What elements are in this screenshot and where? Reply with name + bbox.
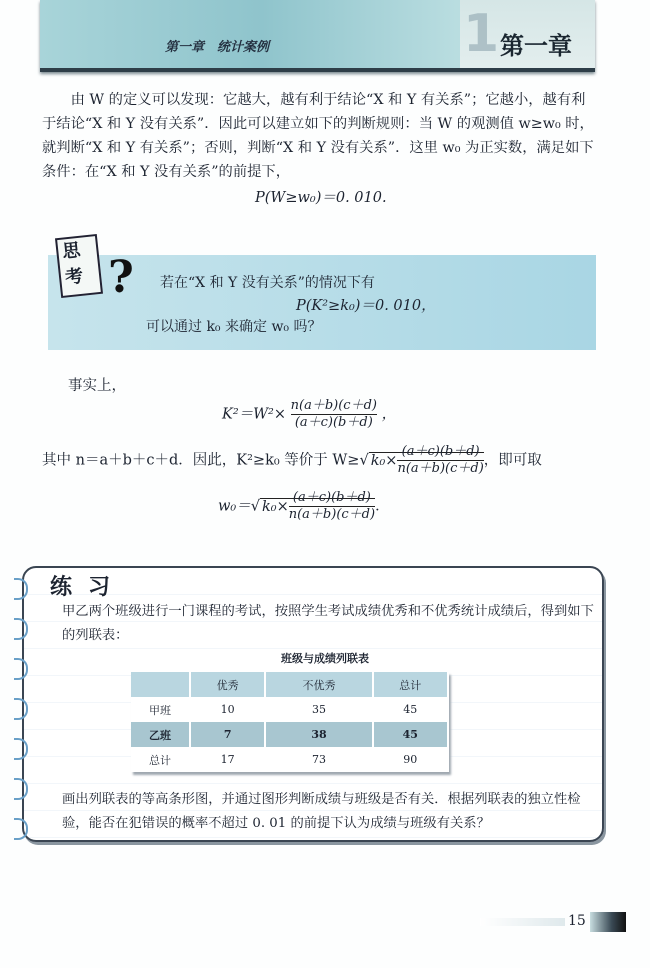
think-line1: 若在“X 和 Y 没有关系”的情况下有 [160, 275, 375, 291]
practice-text2: 画出列联表的等高条形图，并通过图形判断成绩与班级是否有关．根据列联表的独立性检验，能否在犯错误的概率不超过 0. 01 的前提下认为成绩与班级有关系？ [62, 792, 581, 831]
w0-period: ． [375, 498, 390, 515]
header-cell [131, 672, 190, 697]
sqrt-k0: k₀× [370, 452, 398, 469]
table-cell: 73 [265, 747, 372, 772]
table-cell: 38 [265, 722, 372, 747]
table-caption: 班级与成绩列联表 [281, 652, 369, 665]
w0-numerator: (a＋c)(b＋d) [289, 490, 375, 507]
k2-numerator: n(a＋b)(c＋d) [290, 398, 377, 413]
practice-title: 练习 [50, 575, 127, 600]
contingency-table [131, 672, 449, 772]
fact-lead: 事实上， [68, 378, 126, 394]
w0-lhs: w₀＝ [218, 498, 251, 515]
header-cell: 不优秀 [265, 672, 372, 697]
think-icon: 思考 [55, 234, 103, 298]
intro-formula: P(W≥w₀)＝0. 010. [255, 190, 387, 206]
sqrt-fraction [397, 444, 483, 477]
think-line2: 可以通过 k₀ 来确定 w₀ 吗？ [146, 319, 322, 335]
sqrt-numerator: (a＋c)(b＋d) [397, 444, 483, 461]
think-formula: P(K²≥k₀)＝0. 010， [296, 298, 436, 314]
w0-k0: k₀× [261, 498, 289, 515]
w0-formula: w₀＝√ k₀× $\frac{(a+c)(b+d)}{n(a+b)(c+d)}$ ． [218, 490, 390, 522]
k2-denominator: (a＋c)(b＋d) [294, 415, 373, 430]
w0-denominator: n(a＋b)(c＋d) [288, 507, 376, 522]
chapter-title: 第一章 [500, 32, 572, 60]
k2-formula [222, 398, 396, 431]
practice-text1: 甲乙两个班级进行一门课程的考试，按照学生考试成绩优秀和不优秀统计成绩后，得到如下的列联表： [62, 604, 594, 643]
running-section-title: 第一章 统计案例 [165, 40, 270, 55]
page-footer-bar [590, 912, 626, 932]
k2-lhs: K²＝W²× [222, 406, 287, 423]
row-label: 甲班 [131, 697, 190, 722]
chapter-number-watermark: 1 [463, 4, 500, 64]
table-cell: 35 [265, 697, 372, 722]
row-label: 乙班 [131, 722, 190, 747]
table-cell: 90 [373, 747, 448, 772]
sqrt-expression [369, 444, 484, 476]
page-number: 15 [568, 913, 586, 929]
table-row [131, 722, 448, 747]
question-mark-icon: ? [108, 252, 134, 303]
sqrt-denominator: n(a＋b)(c＋d) [397, 461, 484, 476]
table-cell: 7 [190, 722, 265, 747]
take-text: ，即可取 [483, 452, 542, 469]
k2-fraction [291, 398, 377, 431]
table-row [131, 697, 448, 722]
table-cell: 10 [190, 697, 265, 722]
page-footer-fade [480, 918, 565, 926]
row-label: 总计 [131, 747, 190, 772]
table-cell: 45 [373, 697, 448, 722]
intro-paragraph: 由 W 的定义可以发现：它越大，越有利于结论“X 和 Y 有关系”；它越小，越有利于结论“X 和 Y 没有关系”．因此可以建立如下的判断规则：当 W 的观测值 w≥w₀ 时，就判断“X 和 Y 有关系”；否则，判断“X 和 Y 没有关系”．这里 w₀ 为正实数，满足如下条件：在“X 和 Y 没有关系”的前提下， [42, 92, 594, 180]
equivalence-text: 其中 n＝a＋b＋c＋d．因此，K²≥k₀ 等价于 W≥ [42, 452, 360, 469]
equivalence-line: 其中 n＝a＋b＋c＋d．因此，K²≥k₀ 等价于 W≥√ k₀× $\frac{(a+c)(b+d)}{n(a+b)(c+d)}$ ，即可取 [42, 444, 542, 476]
k2-comma: ， [381, 406, 397, 423]
table-cell: 45 [373, 722, 448, 747]
header-cell: 总计 [373, 672, 448, 697]
w0-fraction [289, 490, 375, 523]
header-cell: 优秀 [190, 672, 265, 697]
table-row [131, 747, 448, 772]
table-header-row [131, 672, 448, 697]
table-cell: 17 [190, 747, 265, 772]
